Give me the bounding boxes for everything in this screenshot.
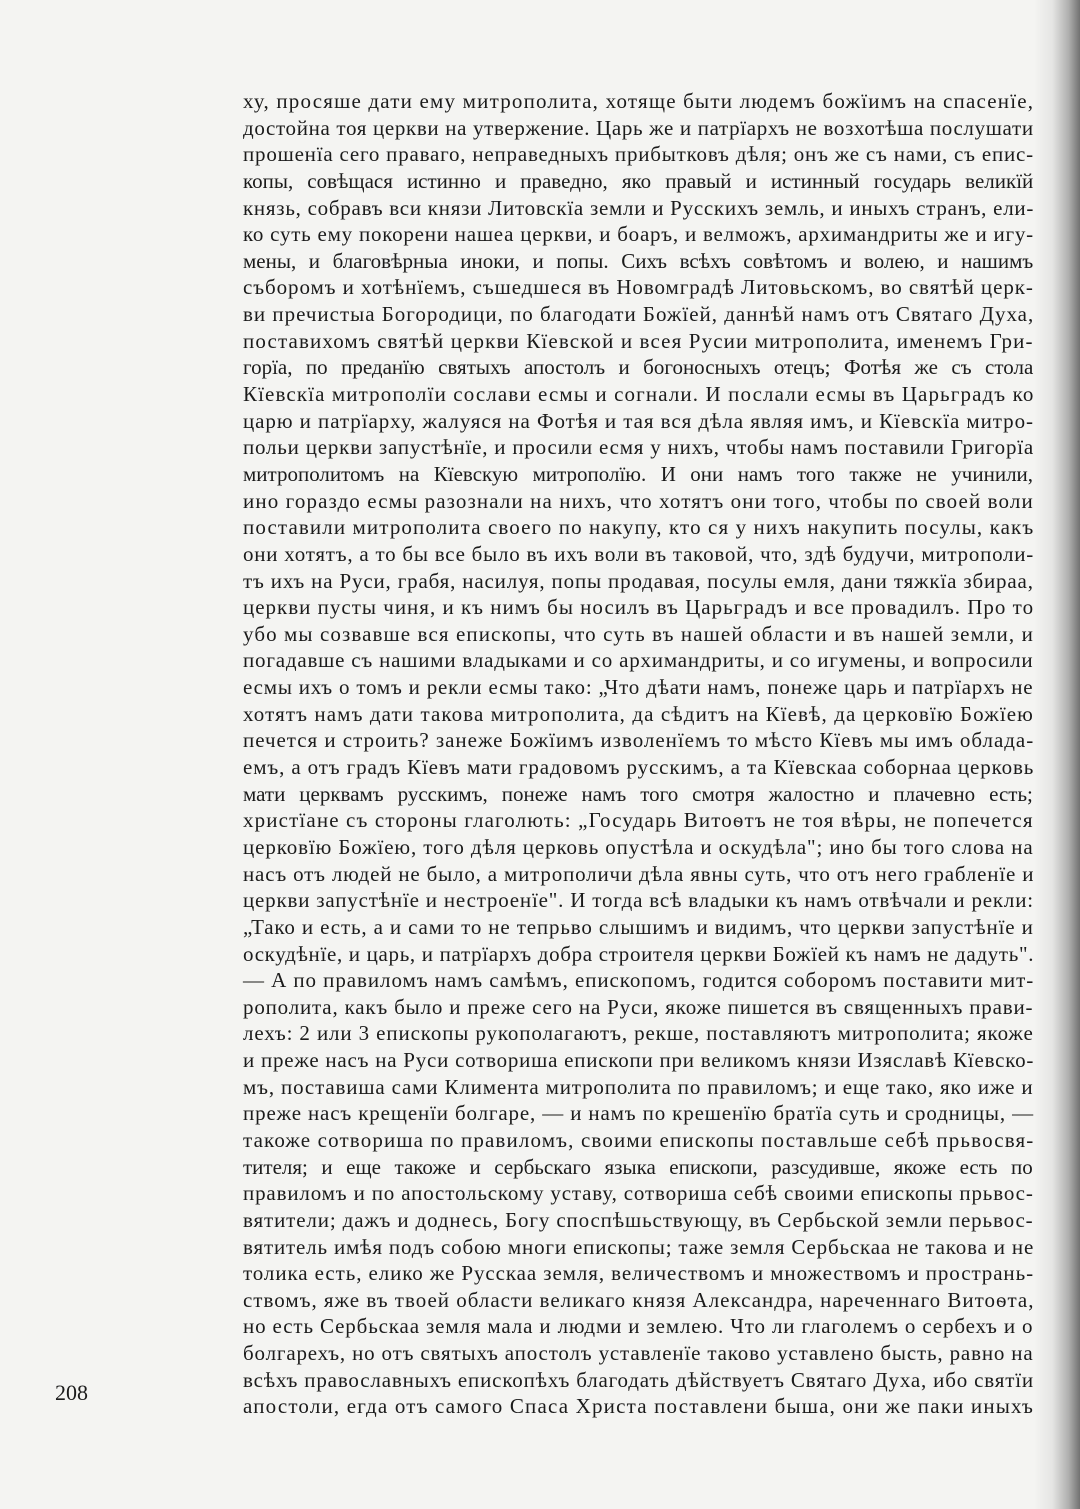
text-line: царю и патрїарху, жалуяся на Фотѣя и тая вся дѣла являя имъ, и Кїевскїа митро- [243,408,1034,433]
text-line: преже насъ крещенїи болгаре, — и намъ по крешенїю братїа суть и сродницы, — [243,1101,1034,1126]
text-line: горїа, по преданїю святыхъ апостолъ и богоносныхъ отецъ; Фотѣя же съ стола [243,355,1034,380]
text-line: есмы ихъ о томъ и рекли есмы тако: „Что дѣати намъ, понеже царь и патрїархъ не [243,675,1034,700]
text-line: польи церкви запустѣнїе, и просили есмя у нихъ, чтобы намъ поставили Григорїа [243,435,1034,460]
text-line: ствомъ, яже въ твоей области великаго князя Александра, нареченнаго Витоѳта, [243,1287,1035,1312]
text-line: правиломъ и по апостольскому уставу, сотвориша себѣ своими епископы прьвос- [243,1181,1034,1206]
text-line: толика есть, елико же Русскаа земля, величествомъ и множествомъ и пространь- [243,1261,1034,1286]
text-line: они хотятъ, а то бы все было въ ихъ воли въ таковой, что, здѣ будучи, митрополи- [243,541,1035,566]
text-line: рополита, какъ было и преже сего на Руси, якоже пишется въ священныхъ прави- [243,994,1034,1019]
text-line: достойна тоя церкви на утвержение. Царь же и патрїархъ не возхотѣша послушати [243,115,1034,140]
page-edge-shadow [1034,0,1080,1509]
text-line: ко суть ему покорени нашеа церкви, и боаръ, и велможъ, архимандриты же и игу- [243,222,1034,247]
text-line: митрополитомъ на Кїевскую митрополїю. И они намъ того также не учинили, [243,461,1034,486]
text-line: церкви запустѣнїе и нестроенїе". И тогда всѣ владыки къ намъ отвѣчали и рекли: [243,888,1034,913]
text-line: такоже сотвориша по правиломъ, своими епископы поставльше себѣ прьвосвя- [243,1127,1035,1152]
body-text [243,88,1033,1420]
text-line: поставихомъ святѣй церкви Кїевской и всея Русии митрополита, именемъ Гри- [243,328,1034,353]
text-line: церковїю Божїею, того дѣля церковь опустѣла и оскудѣла"; ино бы того слова на [243,834,1034,859]
text-line: поставили митрополита своего по накупу, кто ся у нихъ накупить посулы, какъ [243,515,1035,540]
text-line: вятитель имѣя подъ собою многи епископы; таже земля Сербьскаа не такова и не [243,1234,1035,1259]
text-line: вятители; дажъ и доднесь, Богу споспѣшьствующу, въ Сербьской земли перьвос- [243,1207,1034,1232]
text-line: насъ отъ людей не было, а митрополичи дѣла явны суть, что отъ него грабленїе и [243,861,1035,886]
text-line: князь, собравъ вси князи Литовскїа земли и Русскихъ земль, и иныхъ странъ, ели- [243,195,1035,220]
text-line: и преже насъ на Руси сотвориша епископи при великомъ князи Изяславѣ Кїевско- [243,1048,1035,1073]
text-line: копы, совѣщася истинно и праведно, яко правый и истинный государь великїй [243,168,1034,193]
text-line: печется и строить? занеже Божїимъ изволенїемъ то мѣсто Кїевъ мы имъ облада- [243,728,1035,753]
text-line: хотятъ намъ дати такова митрополита, да сѣдитъ на Кїевѣ, да церковїю Божїею [243,701,1034,726]
text-line: — А по правиломъ намъ самѣмъ, епископомъ, годится соборомъ поставити мит- [243,968,1035,993]
text-line: прошенїа сего праваго, неправедныхъ прибытковъ дѣля; онъ же съ нами, съ епис- [243,142,1034,167]
text-line: болгарехъ, но отъ святыхъ апостолъ уставленїе таково уставлено бысть, равно на [243,1341,1034,1366]
text-line: всѣхъ православныхъ епископѣхъ благодать дѣйствуетъ Святаго Духа, ибо святїи [243,1367,1034,1392]
text-line: убо мы созвавше вся епископы, что суть въ нашей области и въ нашей земли, и [243,621,1034,646]
page-number: 208 [55,1380,88,1405]
text-line: тителя; и еще такоже и сербьскаго языка епископи, разсудивше, якоже есть по [243,1154,1033,1179]
text-line: оскудѣнїе, и царь, и патрїархъ добра строителя церкви Божїей къ намъ не дадуть". [243,941,1035,966]
text-line: ви пречистыа Богородици, по благодати Божїей, даннѣй намъ отъ Святаго Духа, [243,302,1035,327]
text-line: тъ ихъ на Руси, грабя, насилуя, попы продавая, посулы емля, дани тяжкїа збираа, [243,568,1034,593]
text-line: съборомъ и хотѣнїемъ, съшедшеся въ Новомградѣ Литовьскомъ, во святѣй церк- [243,275,1034,300]
text-line: церкви пусты чиня, и къ нимъ бы носилъ въ Царьградъ и все провадилъ. Про то [243,595,1035,620]
text-line: мъ, поставиша сами Климента митрополита по правиломъ; и еще тако, яко иже и [243,1074,1034,1099]
text-line: но есть Сербьскаа земля мала и людми и землею. Что ли глаголемъ о сербехъ и о [243,1314,1034,1339]
text-line: ху, просяше дати ему митрополита, хотяще быти людемъ божїимъ на спасенїе, [243,89,1035,113]
text-line: христїане съ стороны глаголють: „Государь Витоѳтъ не тоя вѣры, не попечется [243,808,1034,833]
text-line: апостоли, егда отъ самого Спаса Христа поставлени быша, они же паки иныхъ [243,1394,1034,1419]
text-line: „Тако и есть, а и сами то не тепрьво слышимъ и видимъ, что церкви запустѣнїе и [243,914,1034,939]
text-line: погадавше съ нашими владыками и со архимандриты, и со игумены, и вопросили [243,648,1034,673]
text-line: мати церквамъ русскимъ, понеже намъ того смотря жалостно и плачевно есть; [243,781,1033,806]
text-line: ино гораздо есмы разознали на нихъ, что хотятъ они того, чтобы по своей воли [243,488,1034,513]
text-line: емъ, а отъ градъ Кїевъ мати градовомъ русскимъ, а та Кїевскаа соборнаа церковь [243,755,1035,780]
text-line: Кїевскїа митрополїи сослави есмы и согнали. И послали есмы въ Царьградъ ко [243,382,1035,407]
text-line: лехъ: 2 или 3 епископы рукополагаютъ, рекше, поставляютъ митрополита; якоже [243,1021,1034,1046]
text-line: мены, и благовѣрныа иноки, и попы. Сихъ всѣхъ совѣтомъ и волею, и нашимъ [243,248,1034,273]
